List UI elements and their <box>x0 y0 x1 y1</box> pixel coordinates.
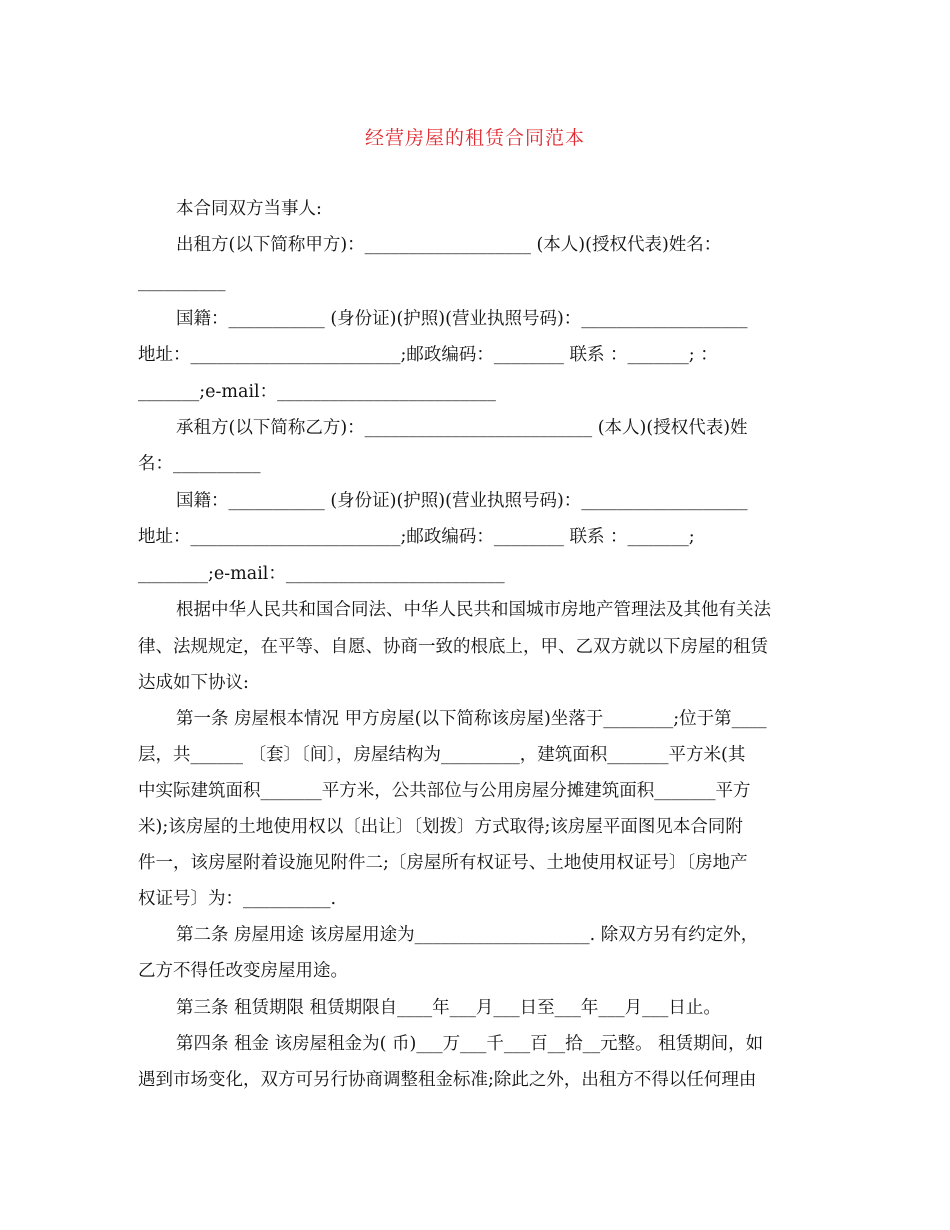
article-2-line-1: 第二条 房屋用途 该房屋用途为____________________. 除双方另有约定外， <box>176 925 759 945</box>
lessee-email-line: ________;e-mail：_________________________ <box>138 564 505 584</box>
paragraph-basis-line-3: 达成如下协议: <box>138 673 249 693</box>
article-1-line-5: 件一，该房屋附着设施见附件二;〔房屋所有权证号、土地使用权证号〕〔房地产 <box>138 853 748 873</box>
article-4-line-2: 遇到市场变化，双方可另行协商调整租金标准;除此之外，出租方不得以任何理由 <box>138 1070 757 1090</box>
article-1-line-2: 层，共______ 〔套〕〔间〕，房屋结构为_________，建筑面积_______平方米(其 <box>138 745 746 765</box>
lessee-name-line: 名：__________ <box>138 454 261 474</box>
article-4-line-1: 第四条 租金 该房屋租金为( 币)___万___千___百__拾__元整。 租赁期间，如 <box>176 1034 764 1054</box>
article-1-line-3: 中实际建筑面积_______平方米，公共部位与公用房屋分摊建筑面积_______平方 <box>138 781 751 801</box>
paragraph-basis-line-2: 律、法规规定，在平等、自愿、协商一致的根底上，甲、乙双方就以下房屋的租赁 <box>138 637 768 657</box>
lessee-nationality-line: 国籍：___________ (身份证)(护照)(营业执照号码)：___________________ <box>176 491 748 511</box>
document-title: 经营房屋的租赁合同范本 <box>364 127 585 149</box>
lessee-address-line: 地址：________________________;邮政编码：________ 联系 ：_______; <box>138 527 695 547</box>
article-1-line-6: 权证号〕为：__________. <box>138 889 337 909</box>
article-2-line-2: 乙方不得任改变房屋用途。 <box>138 961 348 981</box>
lessor-nationality-line: 国籍：___________ (身份证)(护照)(营业执照号码)：___________________ <box>176 309 748 329</box>
parties-heading: 本合同双方当事人: <box>176 199 322 219</box>
lessor-address-line: 地址：________________________;邮政编码：________ 联系 ：_______; ： <box>138 345 718 365</box>
lessor-email-line: _______;e-mail：_________________________ <box>138 382 496 402</box>
lessor-name-blank: __________ <box>138 272 226 292</box>
article-1-line-1: 第一条 房屋根本情况 甲方房屋(以下简称该房屋)坐落于________;位于第____ <box>176 709 767 729</box>
article-3-line: 第三条 租赁期限 租赁期限自____年___月___日至___年___月___日止。 <box>176 998 721 1018</box>
lessor-line: 出租方(以下简称甲方)：___________________ (本人)(授权代表)姓名： <box>176 235 722 255</box>
article-1-line-4: 米);该房屋的土地使用权以〔出让〕〔划拨〕方式取得;该房屋平面图见本合同附 <box>138 817 743 837</box>
lessee-line: 承租方(以下简称乙方)：__________________________ (本人)(授权代表)姓 <box>176 418 748 438</box>
paragraph-basis-line-1: 根据中华人民共和国合同法、中华人民共和国城市房地产管理法及其他有关法 <box>176 600 771 620</box>
